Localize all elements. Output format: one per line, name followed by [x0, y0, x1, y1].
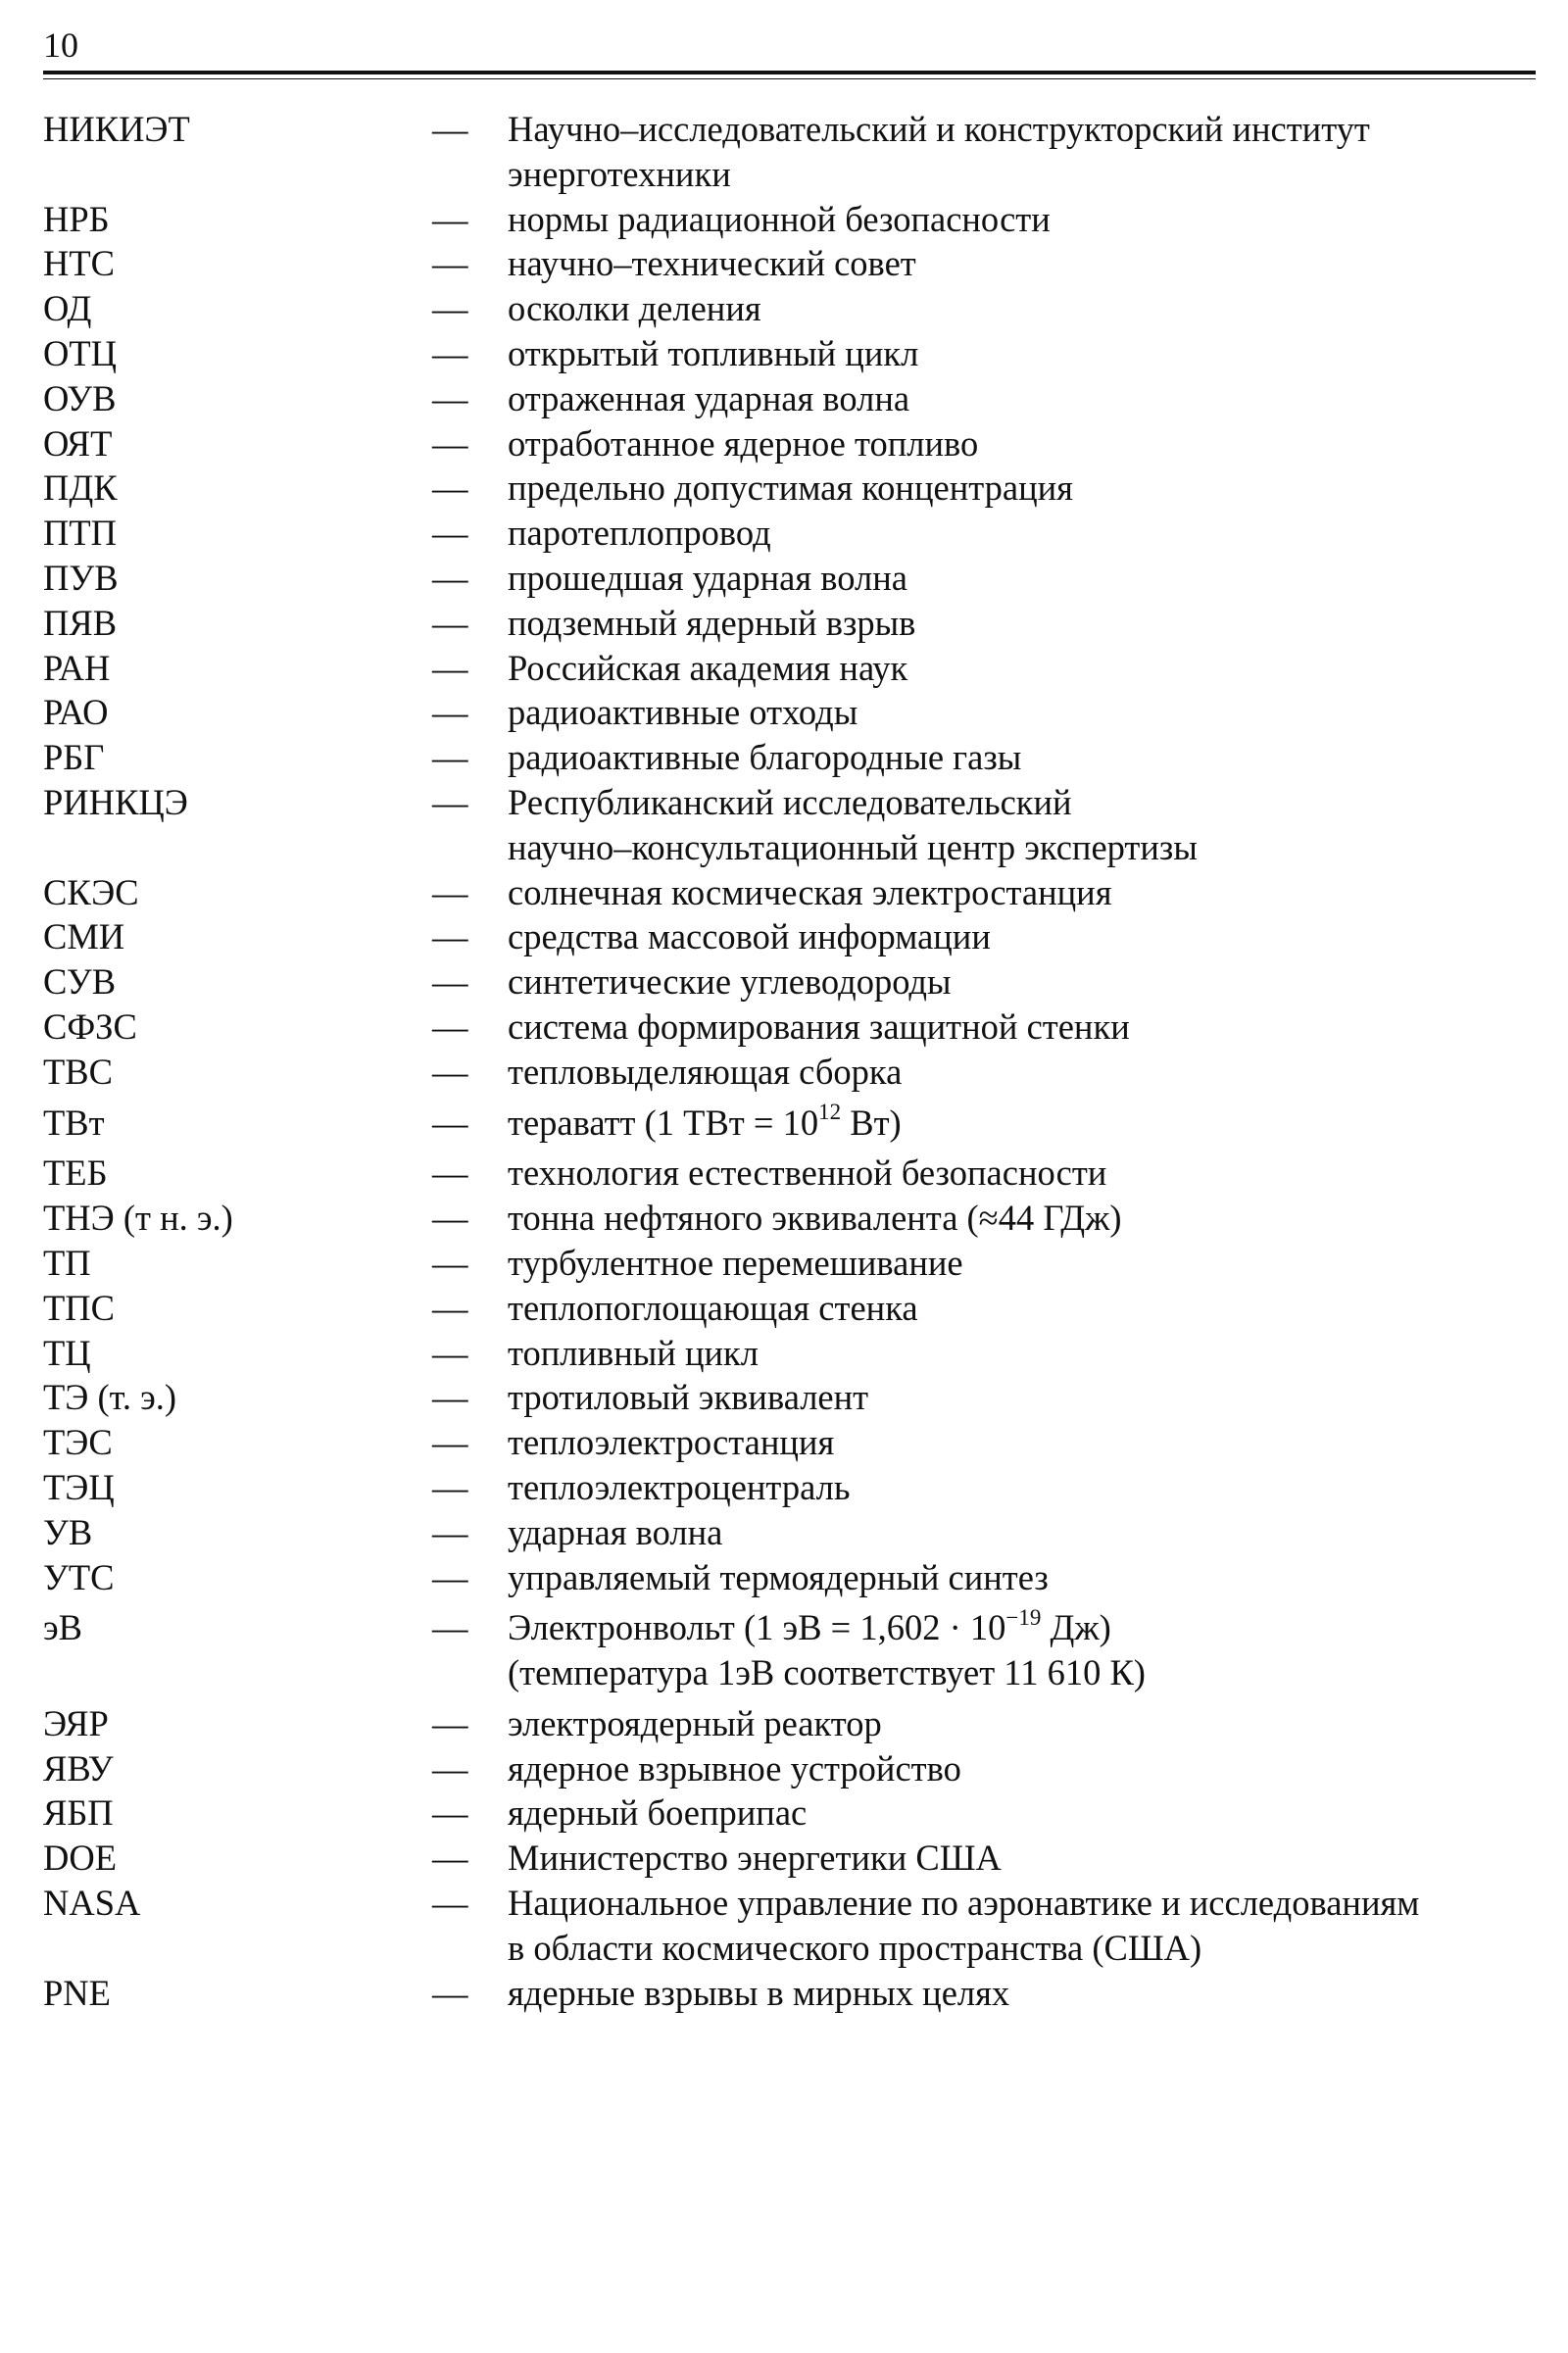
- definition: [508, 1555, 1536, 1600]
- em-dash: —: [432, 871, 468, 912]
- abbreviation-entry: [43, 601, 1536, 646]
- definition-line: ядерный боеприпас: [508, 1792, 808, 1834]
- definition-line: технология естественной безопасности: [508, 1152, 1107, 1194]
- abbreviation: РБГ: [43, 737, 105, 778]
- definition: [508, 1420, 1536, 1465]
- definition: [508, 914, 1536, 959]
- abbreviation-entry: [43, 107, 1536, 197]
- abbreviation-entry: [43, 1510, 1536, 1555]
- em-dash: —: [432, 1702, 468, 1743]
- definition-line: прошедшая ударная волна: [508, 557, 907, 598]
- definition: [508, 1050, 1536, 1095]
- abbreviation: ТПС: [43, 1287, 115, 1328]
- definition-line: солнечная космическая электростанция: [508, 871, 1112, 912]
- em-dash: —: [432, 1152, 468, 1194]
- abbreviation-entry: [43, 421, 1536, 466]
- abbreviation: NASA: [43, 1883, 141, 1924]
- definition-line: паротеплопровод: [508, 513, 771, 554]
- definition-line: отраженная ударная волна: [508, 377, 910, 418]
- abbreviation-entry: [43, 870, 1536, 915]
- definition: [508, 511, 1536, 556]
- abbreviation-entry: [43, 511, 1536, 556]
- abbreviation-entry: [43, 1746, 1536, 1791]
- abbreviation: ТЭ (т. э.): [43, 1377, 177, 1418]
- definition: [508, 1971, 1536, 2016]
- em-dash: —: [432, 1883, 468, 1924]
- em-dash: —: [432, 1556, 468, 1597]
- em-dash: —: [432, 961, 468, 1003]
- abbreviation: РИНКЦЭ: [43, 781, 188, 822]
- definition: [508, 735, 1536, 780]
- definition-line: Российская академия наук: [508, 647, 908, 688]
- definition: [508, 1286, 1536, 1331]
- em-dash: —: [432, 288, 468, 329]
- definition-line: теплоэлектроцентраль: [508, 1466, 851, 1507]
- definition-line: радиоактивные отходы: [508, 692, 858, 733]
- abbreviation: ТЦ: [43, 1332, 91, 1373]
- definition: [508, 1510, 1536, 1555]
- abbreviation: PNE: [43, 1972, 111, 2013]
- abbreviation: ПЯВ: [43, 602, 118, 643]
- definition-line: теплопоглощающая стенка: [508, 1287, 918, 1328]
- definition: [508, 1101, 1536, 1146]
- definition-line: отработанное ядерное топливо: [508, 422, 979, 464]
- abbreviation: ЭЯР: [43, 1702, 109, 1743]
- definition: [508, 1241, 1536, 1286]
- definition-line: система формирования защитной стенки: [508, 1005, 1130, 1047]
- abbreviation: DOE: [43, 1838, 118, 1879]
- formula-exponent: 12: [818, 1100, 842, 1125]
- definition-line: средства массовой информации: [508, 916, 991, 957]
- definition: [508, 1375, 1536, 1420]
- abbreviation-entry: [43, 1241, 1536, 1286]
- abbreviation-entry: [43, 1420, 1536, 1465]
- definition-line: ядерное взрывное устройство: [508, 1747, 961, 1789]
- em-dash: —: [432, 1607, 468, 1648]
- abbreviation-list: [43, 107, 1536, 2015]
- em-dash: —: [432, 692, 468, 733]
- abbreviation: НИКИЭТ: [43, 109, 190, 149]
- definition-line: предельно допустимая концентрация: [508, 467, 1073, 509]
- definition-line: осколки деления: [508, 288, 761, 329]
- definition-line: радиоактивные благородные газы: [508, 737, 1022, 778]
- abbreviation: ТЭС: [43, 1422, 113, 1463]
- em-dash: —: [432, 513, 468, 554]
- em-dash: —: [432, 602, 468, 643]
- definition: [508, 286, 1536, 331]
- definition-line: тепловыделяющая сборка: [508, 1051, 903, 1092]
- definition-formula-line: [508, 1101, 1536, 1146]
- header-rule-thick: [43, 71, 1536, 74]
- definition-line: ядерные взрывы в мирных целях: [508, 1972, 1010, 2013]
- em-dash: —: [432, 916, 468, 957]
- definition: [508, 466, 1536, 511]
- abbreviation: эВ: [43, 1607, 83, 1648]
- em-dash: —: [432, 1422, 468, 1463]
- abbreviation: ОУВ: [43, 377, 117, 418]
- abbreviation-entry: [43, 780, 1536, 870]
- definition-line: открытый топливный цикл: [508, 332, 919, 373]
- definition: [508, 1331, 1536, 1376]
- abbreviation-entry: [43, 1465, 1536, 1510]
- definition-formula-line: [508, 1605, 1536, 1650]
- definition-line: топливный цикл: [508, 1332, 759, 1373]
- em-dash: —: [432, 1287, 468, 1328]
- definition-line: научно–технический совет: [508, 243, 916, 284]
- definition: [508, 1746, 1536, 1791]
- abbreviation-entry: [43, 1151, 1536, 1196]
- abbreviation: СКЭС: [43, 871, 139, 912]
- abbreviation-entry: [43, 241, 1536, 286]
- em-dash: —: [432, 1511, 468, 1552]
- abbreviation: ОД: [43, 288, 92, 329]
- em-dash: —: [432, 781, 468, 822]
- formula-unit: Дж): [1041, 1607, 1111, 1648]
- definition: [508, 556, 1536, 601]
- page-number: 10: [43, 25, 78, 65]
- em-dash: —: [432, 1792, 468, 1834]
- definition: [508, 1465, 1536, 1510]
- abbreviation-entry: [43, 690, 1536, 735]
- abbreviation-entry: [43, 1005, 1536, 1050]
- definition: [508, 1701, 1536, 1746]
- em-dash: —: [432, 109, 468, 149]
- em-dash: —: [432, 243, 468, 284]
- abbreviation-entry: [43, 1555, 1536, 1600]
- abbreviation-entry: [43, 556, 1536, 601]
- definition: [508, 241, 1536, 286]
- definition: [508, 1196, 1536, 1241]
- abbreviation-entry: [43, 1101, 1536, 1146]
- em-dash: —: [432, 1198, 468, 1239]
- em-dash: —: [432, 1377, 468, 1418]
- em-dash: —: [432, 1747, 468, 1789]
- definition-line: турбулентное перемешивание: [508, 1242, 963, 1283]
- abbreviation: ТЭЦ: [43, 1466, 115, 1507]
- abbreviation: ПДК: [43, 467, 118, 509]
- definition-line: Национальное управление по аэронавтике и исследованиям: [508, 1883, 1420, 1924]
- definition: [508, 197, 1536, 242]
- definition: [508, 690, 1536, 735]
- formula-text: тераватт (1 ТВт = 10: [508, 1102, 819, 1143]
- definition-line: тонна нефтяного эквивалента (≈44 ГДж): [508, 1198, 1122, 1239]
- abbreviation: ТНЭ (т н. э.): [43, 1198, 233, 1239]
- abbreviation-entry: [43, 1375, 1536, 1420]
- abbreviation-entry: [43, 735, 1536, 780]
- abbreviation: СФЗС: [43, 1005, 137, 1047]
- abbreviation: РАН: [43, 647, 111, 688]
- em-dash: —: [432, 377, 468, 418]
- em-dash: —: [432, 467, 468, 509]
- abbreviation-entry: [43, 376, 1536, 421]
- abbreviation: ОЯТ: [43, 422, 113, 464]
- abbreviation: СМИ: [43, 916, 125, 957]
- em-dash: —: [432, 1332, 468, 1373]
- definition-line: (температура 1эВ соответствует 11 610 К): [508, 1652, 1146, 1693]
- abbreviation-entry: [43, 1971, 1536, 2016]
- abbreviation: УВ: [43, 1511, 93, 1552]
- abbreviation: ТВт: [43, 1102, 105, 1143]
- em-dash: —: [432, 557, 468, 598]
- abbreviation: ЯВУ: [43, 1747, 114, 1789]
- header-rule-thin: [43, 78, 1536, 79]
- definition-line: подземный ядерный взрыв: [508, 602, 916, 643]
- abbreviation-entry: [43, 331, 1536, 376]
- em-dash: —: [432, 1005, 468, 1047]
- definition: [508, 1605, 1536, 1695]
- definition-line: Республиканский исследовательский: [508, 781, 1072, 822]
- definition-line: теплоэлектростанция: [508, 1422, 835, 1463]
- em-dash: —: [432, 1102, 468, 1143]
- abbreviation: ОТЦ: [43, 332, 118, 373]
- abbreviation: НРБ: [43, 198, 110, 239]
- em-dash: —: [432, 1051, 468, 1092]
- abbreviation-entry: [43, 1701, 1536, 1746]
- definition-line: управляемый термоядерный синтез: [508, 1556, 1049, 1597]
- definition-line: в области космического пространства (США): [508, 1927, 1202, 1968]
- em-dash: —: [432, 647, 468, 688]
- abbreviation-entry: [43, 646, 1536, 691]
- abbreviation-entry: [43, 1050, 1536, 1095]
- formula-exponent: −19: [1005, 1605, 1042, 1631]
- em-dash: —: [432, 198, 468, 239]
- definition-line: энерготехники: [508, 153, 731, 194]
- definition: [508, 1790, 1536, 1836]
- abbreviation: СУВ: [43, 961, 117, 1003]
- em-dash: —: [432, 1838, 468, 1879]
- abbreviation-entry: [43, 914, 1536, 959]
- abbreviation: НТС: [43, 243, 115, 284]
- definition: [508, 331, 1536, 376]
- em-dash: —: [432, 1972, 468, 2013]
- definition-line: тротиловый эквивалент: [508, 1377, 869, 1418]
- abbreviation: РАО: [43, 692, 109, 733]
- definition-line: Научно–исследовательский и конструкторский институт: [508, 109, 1370, 149]
- definition-line: научно–консультационный центр экспертизы: [508, 826, 1198, 867]
- definition: [508, 421, 1536, 466]
- definition: [508, 780, 1536, 870]
- abbreviation-entry: [43, 959, 1536, 1005]
- abbreviation: ТВС: [43, 1051, 113, 1092]
- abbreviation-entry: [43, 1881, 1536, 1971]
- em-dash: —: [432, 332, 468, 373]
- definition: [508, 646, 1536, 691]
- definition: [508, 601, 1536, 646]
- abbreviation-entry: [43, 1196, 1536, 1241]
- definition-line: Министерство энергетики США: [508, 1838, 1002, 1879]
- abbreviation-entry: [43, 286, 1536, 331]
- em-dash: —: [432, 422, 468, 464]
- abbreviation-entry: [43, 1790, 1536, 1836]
- formula-text: Электронвольт (1 эВ = 1,602 · 10: [508, 1607, 1006, 1648]
- definition-line: нормы радиационной безопасности: [508, 198, 1051, 239]
- definition: [508, 1836, 1536, 1881]
- definition: [508, 1005, 1536, 1050]
- abbreviation: ПТП: [43, 513, 118, 554]
- em-dash: —: [432, 737, 468, 778]
- abbreviation-entry: [43, 1286, 1536, 1331]
- definition: [508, 870, 1536, 915]
- abbreviation: ПУВ: [43, 557, 119, 598]
- abbreviation: ТП: [43, 1242, 91, 1283]
- definition: [508, 107, 1536, 197]
- definition: [508, 959, 1536, 1005]
- definition-line: ударная волна: [508, 1511, 723, 1552]
- definition: [508, 376, 1536, 421]
- definition-line: синтетические углеводороды: [508, 961, 952, 1003]
- definition: [508, 1151, 1536, 1196]
- abbreviation-entry: [43, 1836, 1536, 1881]
- em-dash: —: [432, 1466, 468, 1507]
- em-dash: —: [432, 1242, 468, 1283]
- definition: [508, 1881, 1536, 1971]
- abbreviation-entry: [43, 197, 1536, 242]
- abbreviation: ЯБП: [43, 1792, 114, 1834]
- abbreviation: ТЕБ: [43, 1152, 108, 1194]
- abbreviation-entry: [43, 1605, 1536, 1695]
- abbreviation: УТС: [43, 1556, 115, 1597]
- formula-unit: Вт): [841, 1102, 902, 1143]
- abbreviation-entry: [43, 1331, 1536, 1376]
- abbreviation-entry: [43, 466, 1536, 511]
- definition-line: электроядерный реактор: [508, 1702, 882, 1743]
